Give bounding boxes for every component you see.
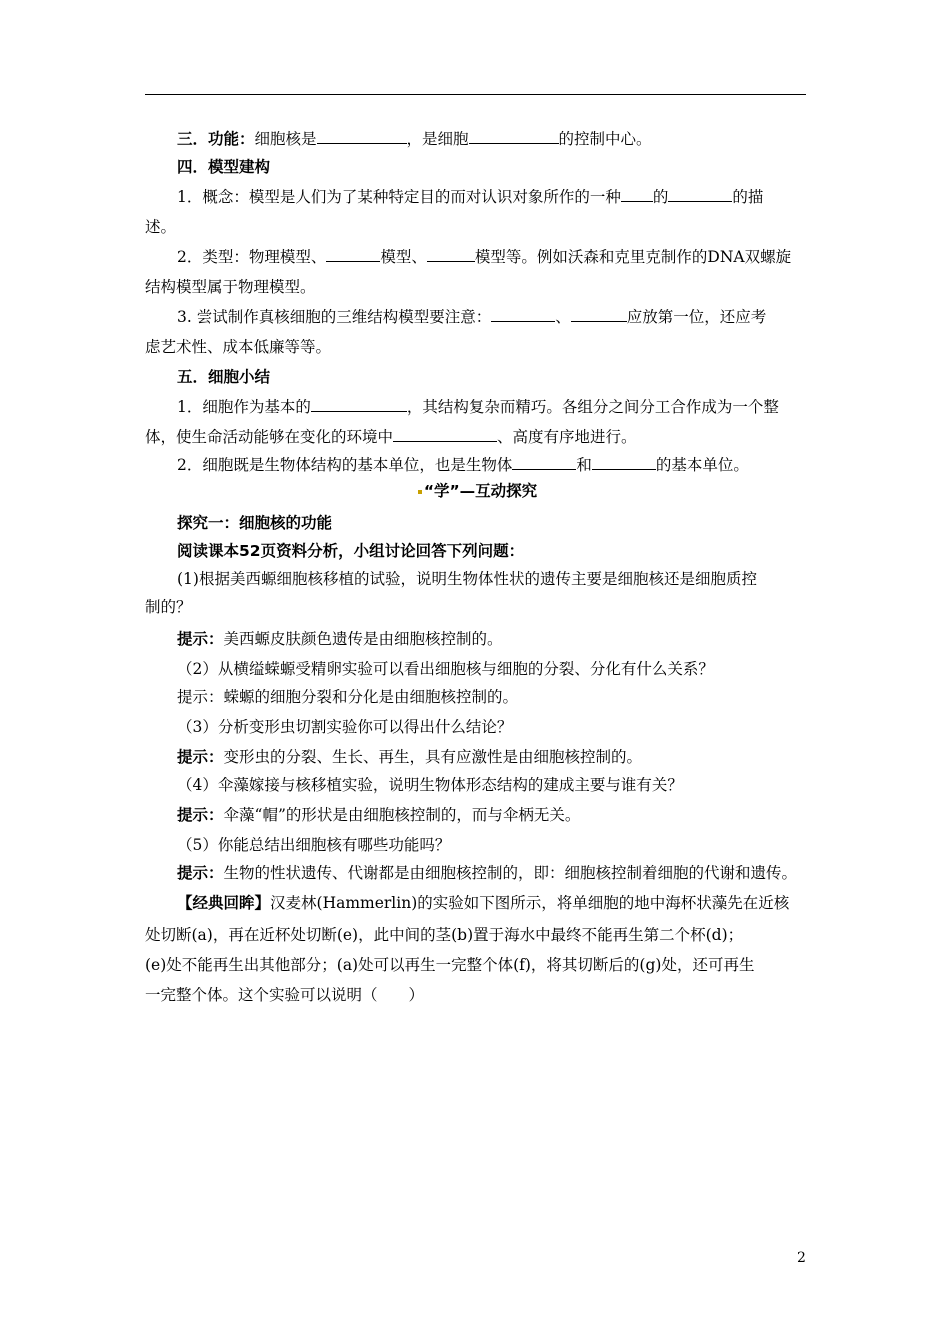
fill-blank[interactable] — [621, 186, 653, 202]
question: (1)根据美西螈细胞核移植的试验，说明生物体性状的遗传主要是细胞核还是细胞质控 — [177, 570, 757, 588]
text: ，其结构复杂而精巧。各组分之间分工合作成为一个整 — [406, 398, 779, 416]
hint-label: 提示： — [177, 806, 224, 824]
fill-blank[interactable] — [512, 454, 576, 470]
text: 的 — [652, 188, 669, 206]
text: 和 — [576, 456, 592, 474]
text-line: 一完整个体。这个实验可以说明（ ） — [145, 986, 425, 1004]
text: ，是细胞 — [406, 130, 469, 148]
text: 的基本单位。 — [655, 456, 749, 474]
question: （4）伞藻嫁接与核移植实验，说明生物体形态结构的建成主要与谁有关？ — [177, 776, 683, 794]
hint-label: 提示： — [177, 748, 224, 766]
hint — [177, 746, 642, 768]
classic-review-label: 【经典回眸】 — [177, 894, 271, 912]
function-line — [177, 128, 652, 150]
text-line — [177, 246, 791, 268]
question: （2）从横缢蝾螈受精卵实验可以看出细胞核与细胞的分裂、分化有什么关系？ — [177, 660, 714, 678]
hint-text: 变形虫的分裂、生长、再生，具有应激性是由细胞核控制的。 — [223, 748, 643, 766]
text: 汉麦林(Hammerlin)的实验如下图所示，将单细胞的地中海杯状藻先在近核 — [270, 894, 790, 912]
section-title — [145, 480, 810, 502]
fill-blank[interactable] — [571, 306, 627, 322]
section-heading: 探究一：细胞核的功能 — [177, 514, 333, 532]
fill-blank[interactable] — [326, 246, 380, 262]
fill-blank[interactable] — [393, 426, 497, 442]
header-rule — [145, 94, 806, 95]
section-heading: 五．细胞小结 — [177, 368, 271, 386]
text: 1．细胞作为基本的 — [177, 398, 311, 416]
hint-label: 提示： — [177, 630, 224, 648]
fill-blank[interactable] — [491, 306, 555, 322]
fill-blank[interactable] — [668, 186, 732, 202]
hint — [177, 804, 580, 826]
question: （5）你能总结出细胞核有哪些功能吗？ — [177, 836, 451, 854]
text-line: 虑艺术性、成本低廉等等。 — [145, 338, 332, 356]
text-line — [145, 426, 637, 448]
hint-text: 生物的性状遗传、代谢都是由细胞核控制的，即：细胞核控制着细胞的代谢和遗传。 — [223, 864, 798, 882]
instruction: 阅读课本52页资料分析，小组讨论回答下列问题： — [177, 542, 525, 560]
classic-review — [177, 892, 789, 914]
hint — [177, 628, 503, 650]
text-line: 结构模型属于物理模型。 — [145, 278, 316, 296]
text: 3. 尝试制作真核细胞的三维结构模型要注意： — [177, 308, 492, 326]
text: 2．类型：物理模型、 — [177, 248, 327, 266]
section-heading: 四．模型建构 — [177, 158, 271, 176]
text: 的描 — [732, 188, 764, 206]
text: 体，使生命活动能够在变化的环境中 — [145, 428, 394, 446]
text-line — [177, 306, 766, 328]
hint-text: 美西螈皮肤颜色遗传是由细胞核控制的。 — [223, 630, 503, 648]
text-line: (e)处不能再生出其他部分；(a)处可以再生一完整个体(f)，将其切断后的(g)处，还可再生 — [145, 956, 755, 974]
text: 应放第一位，还应考 — [626, 308, 767, 326]
page-number: 2 — [797, 1250, 806, 1266]
hint: 提示：蝾螈的细胞分裂和分化是由细胞核控制的。 — [177, 688, 519, 706]
section-heading: 三．功能： — [177, 130, 255, 148]
text: 的控制中心。 — [558, 130, 652, 148]
question: （3）分析变形虫切割实验你可以得出什么结论？ — [177, 718, 513, 736]
text-line — [177, 186, 763, 208]
text: 细胞核是 — [254, 130, 317, 148]
text: 2．细胞既是生物体结构的基本单位，也是生物体 — [177, 456, 513, 474]
question: 制的？ — [145, 598, 192, 616]
fill-blank[interactable] — [592, 454, 656, 470]
hint-label: 提示： — [177, 864, 224, 882]
marker-dot — [418, 490, 422, 494]
fill-blank[interactable] — [311, 396, 407, 412]
text-line: 处切断(a)，再在近杯处切断(e)，此中间的茎(b)置于海水中最终不能再生第二个杯(d)； — [145, 926, 744, 944]
section-title-text: “学”—互动探究 — [423, 482, 538, 500]
hint — [177, 862, 797, 884]
fill-blank[interactable] — [427, 246, 475, 262]
text: 、高度有序地进行。 — [497, 428, 637, 446]
fill-blank[interactable] — [469, 128, 559, 144]
text: 1．概念：模型是人们为了某种特定目的而对认识对象所作的一种 — [177, 188, 621, 206]
text-line — [177, 396, 779, 418]
fill-blank[interactable] — [317, 128, 407, 144]
text: 、 — [555, 308, 571, 326]
text-line — [177, 454, 749, 476]
text: 模型、 — [380, 248, 427, 266]
hint-text: 伞藻“帽”的形状是由细胞核控制的，而与伞柄无关。 — [223, 806, 581, 824]
text-line: 述。 — [145, 218, 177, 236]
text: 模型等。例如沃森和克里克制作的DNA双螺旋 — [474, 248, 792, 266]
